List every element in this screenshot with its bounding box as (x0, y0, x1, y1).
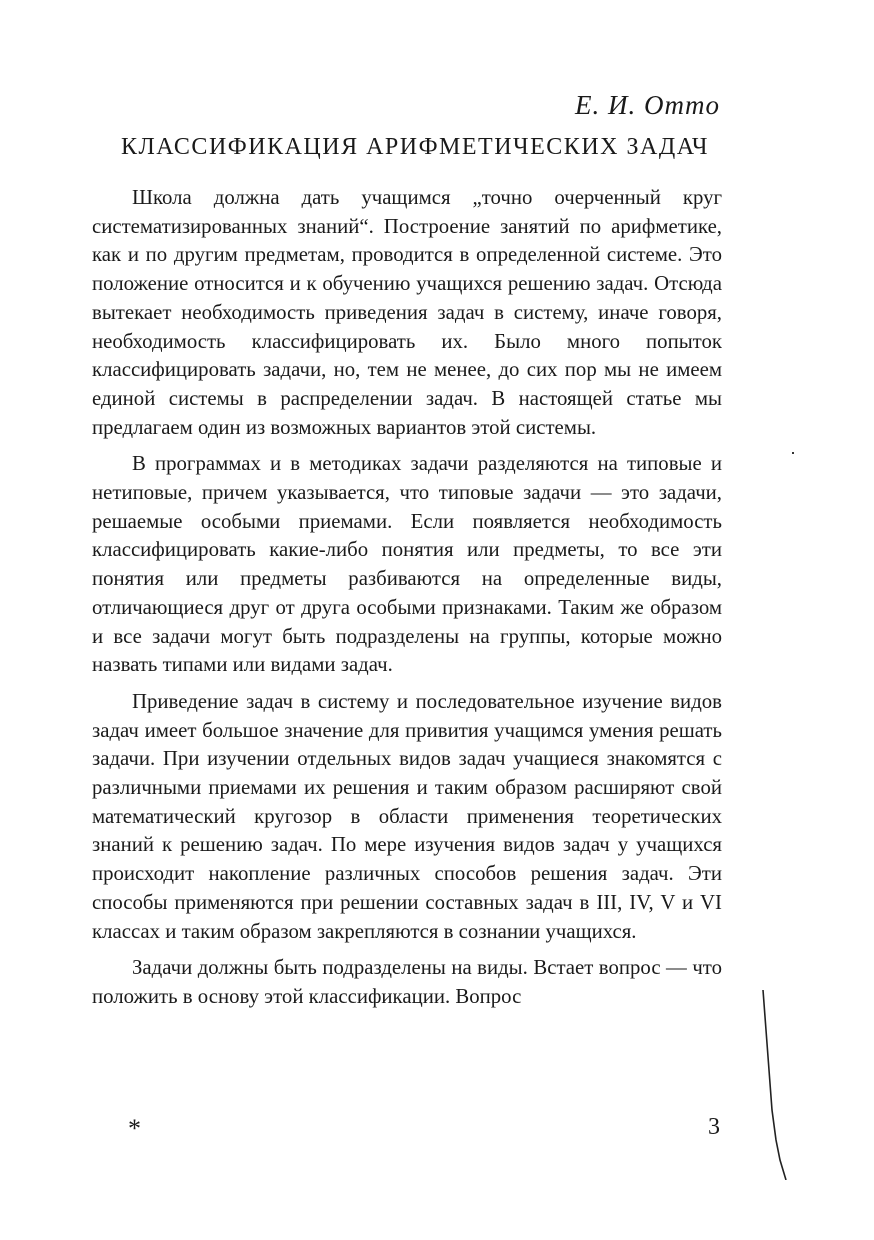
page-number: 3 (708, 1114, 720, 1140)
article-title: КЛАССИФИКАЦИЯ АРИФМЕТИЧЕСКИХ ЗАДАЧ (121, 134, 709, 160)
signature-mark: * (128, 1114, 141, 1143)
paragraph-3: Приведение задач в систему и последовательное изучение видов задач имеет большое значение для привития учащимся умения решать задачи. При изучении отдельных видов задач учащиеся знакомятся с различными приемами их решения и таким образом расширяют свой математический кругозор в области применения теоретических знаний к решению задач. По мере изучения видов задач у учащихся происходит накопление различных способов решения задач. Эти способы применяются при решении составных задач в III, IV, V и VI классах и таким образом закрепляются в сознании учащихся. (92, 689, 722, 943)
margin-scan-line (760, 990, 800, 1180)
paragraph-2: В программах и в методиках задачи разделяются на типовые и нетиповые, причем указывается, что типовые задачи — это задачи, решаемые особыми приемами. Если появляется необходимость классифицировать какие-либо понятия или предметы, то все эти понятия или предметы разбиваются на определенные виды, отличающиеся друг от друга особыми признаками. Таким же образом и все задачи могут быть подразделены на группы, которые можно назвать типами или видами задач. (92, 452, 722, 677)
article-body (92, 184, 722, 1020)
paragraph-4: Задачи должны быть подразделены на виды. Встает вопрос — что положить в основу этой классификации. Вопрос (92, 956, 722, 1008)
scan-speck (792, 452, 794, 454)
paragraph-1: Школа должна дать учащимся „точно очерченный круг систематизированных знаний“. Построение занятий по арифметике, как и по другим предметам, проводится в определенной системе. Это положение относится и к обучению учащихся решению задач. Отсюда вытекает необходимость приведения задач в систему, иначе говоря, необходимость классифицировать их. Было много попыток классифицировать задачи, но, тем не менее, до сих пор мы не имеем единой системы в распределении задач. В настоящей статье мы предлагаем один из возможных вариантов этой системы. (92, 186, 722, 439)
author-name: Е. И. Отто (575, 90, 720, 120)
